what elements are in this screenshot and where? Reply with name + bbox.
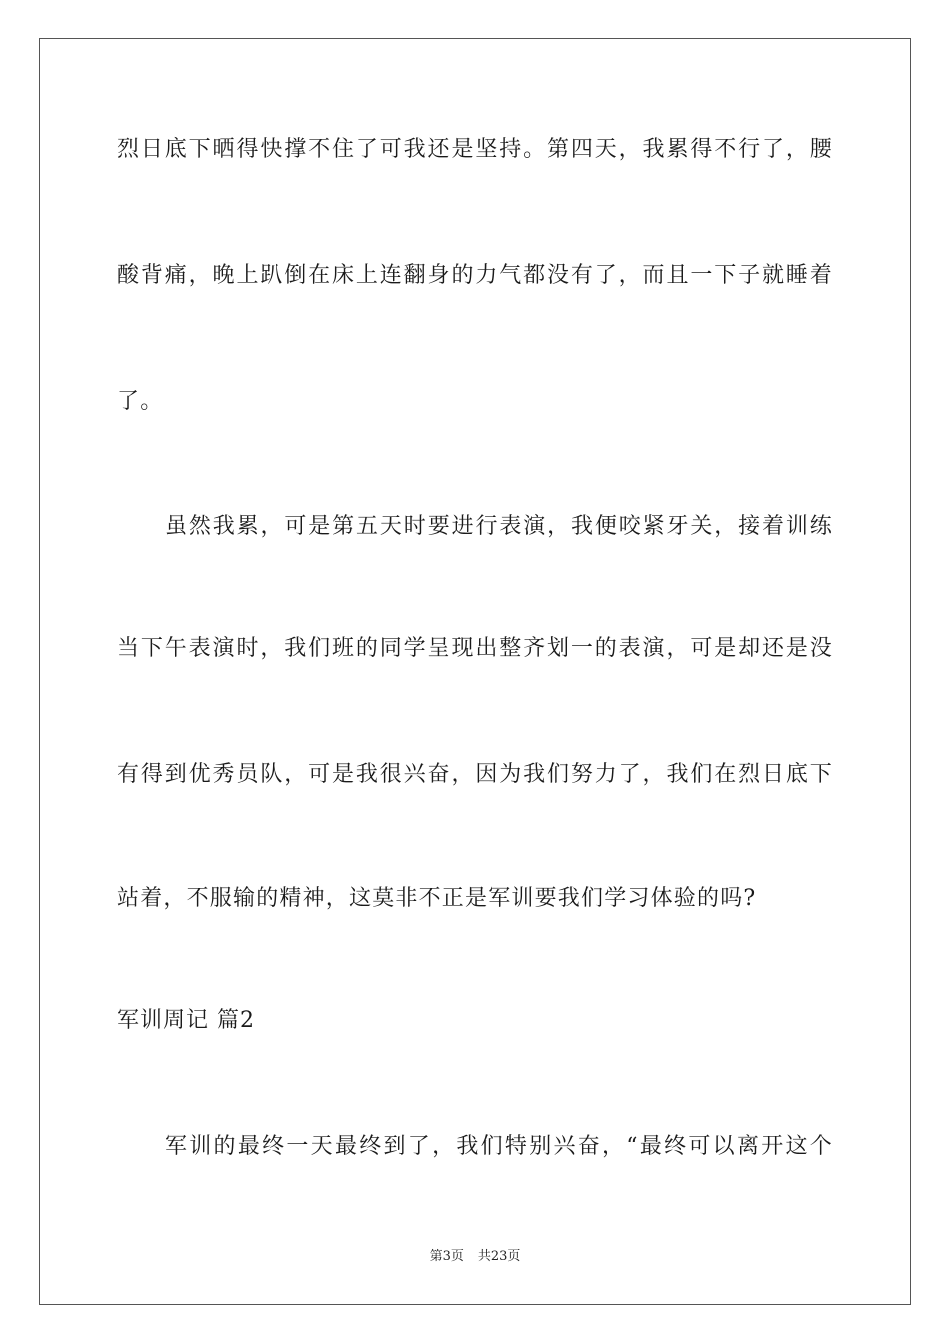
paragraph-line: 烈日底下晒得快撑不住了可我还是坚持。第四天，我累得不行了，腰 <box>117 137 833 162</box>
page-number: 第3页 <box>429 1249 464 1264</box>
paragraph-line: 当下午表演时，我们班的同学呈现出整齐划一的表演，可是却还是没 <box>117 636 833 661</box>
total-pages: 共23页 <box>477 1249 521 1264</box>
page-border <box>39 38 911 1305</box>
paragraph-line: 军训的最终一天最终到了，我们特别兴奋，“最终可以离开这个 <box>165 1134 833 1159</box>
paragraph-line: 虽然我累，可是第五天时要进行表演，我便咬紧牙关，接着训练 <box>165 514 833 539</box>
paragraph-line: 有得到优秀员队，可是我很兴奋，因为我们努力了，我们在烈日底下 <box>117 762 833 787</box>
section-heading: 军训周记 篇2 <box>117 1008 255 1033</box>
page-footer <box>0 1248 950 1266</box>
paragraph-line: 了。 <box>117 389 164 414</box>
paragraph-line: 酸背痛，晚上趴倒在床上连翻身的力气都没有了，而且一下子就睡着 <box>117 263 833 288</box>
paragraph-line: 站着，不服输的精神，这莫非不正是军训要我们学习体验的吗? <box>117 886 757 911</box>
